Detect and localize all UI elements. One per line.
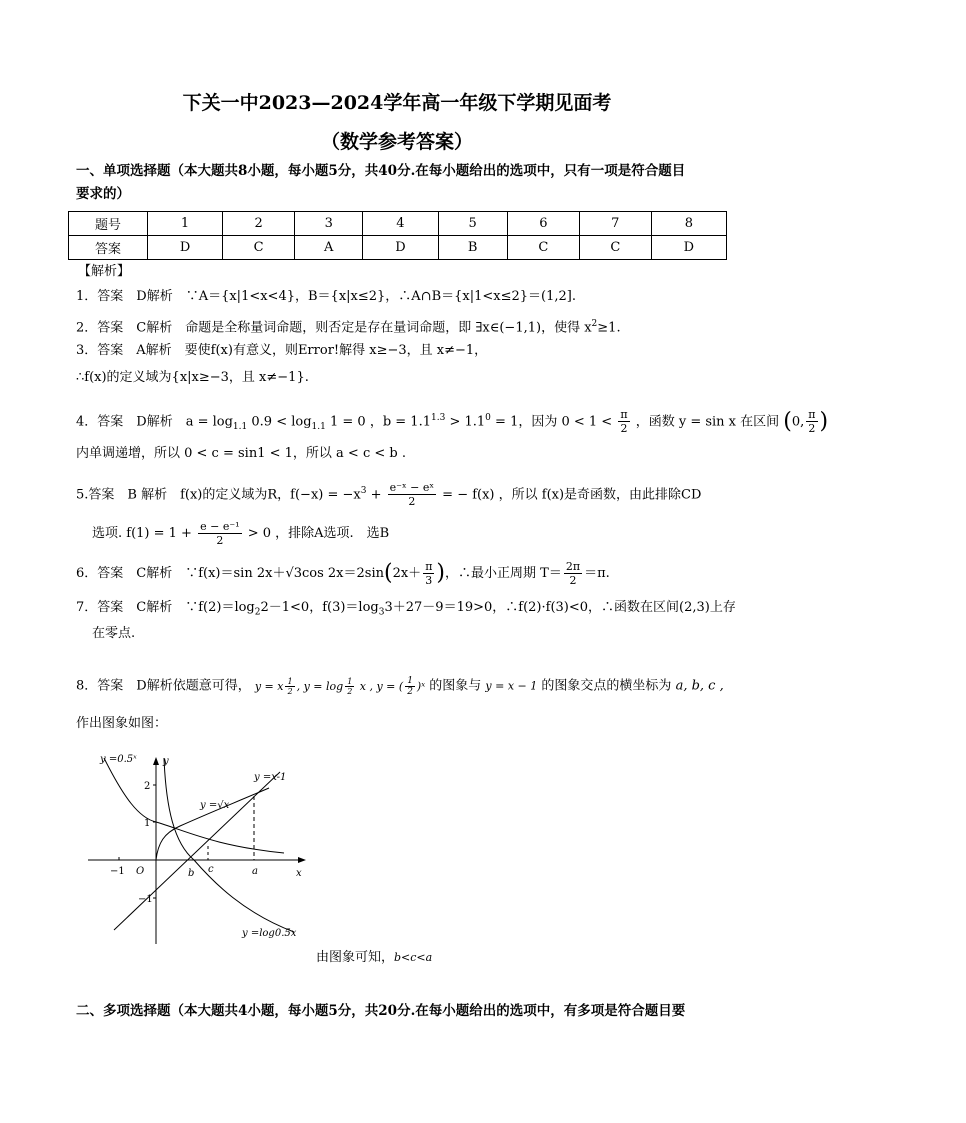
frac-num: 1 bbox=[347, 677, 353, 686]
frac-den: 2 bbox=[808, 422, 816, 436]
frac-den: 2 bbox=[620, 422, 628, 436]
frac-num: π bbox=[808, 408, 816, 422]
frac-num: 2π bbox=[565, 560, 581, 573]
frac-den: 2 bbox=[347, 687, 353, 696]
q4-text-b: 0.9 < log bbox=[251, 414, 312, 430]
answer-cell: D bbox=[363, 236, 438, 260]
q4-fraction bbox=[618, 408, 629, 435]
q6-text-a: 6．答案 C解析 ∵f(x)＝sin 2x＋√3cos 2x＝2sin bbox=[76, 566, 384, 581]
row-label-number: 题号 bbox=[69, 212, 148, 236]
answer-cell: D bbox=[651, 236, 726, 260]
q4-exp-0: 0 bbox=[485, 413, 491, 423]
q8-fn-exp: x , y = ( bbox=[356, 679, 404, 693]
tick-label-m1x: −1 bbox=[110, 866, 125, 877]
frac-den: 2 bbox=[569, 574, 577, 587]
q7-text-a: 7．答案 C解析 ∵f(2)＝log bbox=[76, 600, 255, 615]
section1-heading-line2: 要求的） bbox=[76, 186, 130, 202]
y-axis-arrow bbox=[153, 757, 159, 765]
q8-solution-line2: 作出图象如图： bbox=[76, 716, 168, 731]
q5-text-c: = − f(x) ，所以 f(x)是奇函数，由此排除CD bbox=[442, 487, 702, 503]
paren-open: ( bbox=[783, 408, 792, 434]
frac-num: e⁻ˣ − eˣ bbox=[389, 481, 435, 495]
frac-num: e − e⁻¹ bbox=[200, 520, 240, 533]
q2-text: 2．答案 C解析 命题是全称量词命题，则否定是存在量词命题，即 ∃x∈(−1,1)，使得 x bbox=[76, 320, 592, 336]
label-c: c bbox=[208, 864, 214, 875]
answer-cell: D bbox=[148, 236, 223, 260]
frac-den: 2 bbox=[216, 534, 224, 547]
frac-num: 1 bbox=[407, 676, 413, 686]
number-cell: 8 bbox=[651, 212, 726, 236]
page-subtitle: （数学参考答案） bbox=[320, 131, 473, 153]
function-graph bbox=[84, 748, 314, 946]
q1-solution: 1．答案 D解析 ∵A＝{x|1<x<4}，B＝{x|x≤2}，∴A∩B＝{x|1<x≤2}＝(1,2]. bbox=[76, 289, 576, 304]
q5-text-e: > 0 ，排除A选项. 选B bbox=[247, 526, 390, 541]
label-log: y =log0.5x bbox=[242, 928, 297, 939]
row-label-answer: 答案 bbox=[69, 236, 148, 260]
label-sqrt: y =√x bbox=[200, 800, 230, 811]
q5-text-b: + bbox=[370, 487, 382, 503]
q8-conclusion bbox=[316, 948, 966, 968]
q6-text-c: ＝π. bbox=[584, 566, 610, 581]
frac-num: π bbox=[620, 408, 628, 422]
line-x-minus-1 bbox=[114, 772, 280, 930]
q2-solution bbox=[76, 314, 726, 338]
paren-open: ( bbox=[383, 560, 393, 586]
q8-conclusion-text: 由图象可知， bbox=[316, 950, 395, 965]
q6-fraction bbox=[423, 560, 434, 587]
q4-interval-start: 0, bbox=[791, 414, 805, 430]
q5-fraction bbox=[388, 481, 436, 508]
q4-solution-line2: 内单调递增，所以 0 < c = sin1 < 1，所以 a < c < b . bbox=[76, 446, 406, 461]
q8-text-b: 的图象与 bbox=[429, 678, 482, 694]
q8-fn-log: , y = log bbox=[296, 679, 344, 693]
number-cell: 2 bbox=[223, 212, 295, 236]
q2-exponent: 2 bbox=[591, 319, 598, 329]
paren-close: ) bbox=[436, 560, 446, 586]
q8-abc: a, b, c , bbox=[675, 678, 724, 694]
frac-num: 1 bbox=[287, 677, 293, 686]
q6-arg: 2x＋ bbox=[392, 566, 422, 581]
tick-label-2: 2 bbox=[144, 781, 151, 792]
label-exp: y =0.5ˣ bbox=[100, 754, 137, 765]
q8-text-c: 的图象交点的横坐标为 bbox=[541, 678, 672, 694]
label-y: y bbox=[163, 756, 169, 767]
q4-text-f: ，函数 y = sin x 在区间 bbox=[635, 414, 780, 430]
q8-fn-exp-end: )ˣ bbox=[416, 679, 426, 693]
q8-line: y = x − 1 bbox=[485, 679, 538, 693]
number-cell: 3 bbox=[295, 212, 363, 236]
label-O: O bbox=[136, 866, 145, 877]
q5-text-a: 5.答案 B 解析 f(x)的定义域为R，f(−x) = −x bbox=[76, 487, 361, 503]
label-a: a bbox=[252, 866, 258, 877]
answer-cell: A bbox=[295, 236, 363, 260]
q6-text-b: ，∴最小正周期 T＝ bbox=[445, 566, 562, 581]
frac-den: 3 bbox=[425, 574, 433, 587]
curve-log bbox=[164, 758, 294, 932]
q4-text-e: = 1，因为 0 < 1 < bbox=[495, 414, 613, 430]
q8-text-a: 8．答案 D解析依题意可得， bbox=[76, 678, 251, 694]
answer-cell: C bbox=[579, 236, 651, 260]
label-b: b bbox=[188, 868, 195, 879]
q5-solution-line1 bbox=[76, 481, 726, 508]
tick-label-m1y: −1 bbox=[138, 894, 153, 905]
q8-sqrt-exp bbox=[285, 677, 294, 696]
paren-close: ) bbox=[819, 408, 829, 434]
answer-table bbox=[68, 211, 727, 260]
frac-den: 2 bbox=[287, 687, 293, 696]
answer-table-number-row bbox=[69, 212, 727, 236]
section1-heading-line1: 一、单项选择题（本大题共8小题，每小题5分，共40分.在每小题给出的选项中，只有一项是符合题目 bbox=[76, 163, 686, 179]
q4-text-a: 4．答案 D解析 a = log bbox=[76, 414, 233, 430]
q8-log-base bbox=[345, 677, 354, 696]
frac-den: 2 bbox=[408, 495, 416, 509]
number-cell: 1 bbox=[148, 212, 223, 236]
page-title: 下关一中2023—2024学年高一年级下学期见面考 bbox=[182, 92, 612, 114]
frac-den: 2 bbox=[407, 687, 413, 697]
q4-interval-fraction bbox=[806, 408, 817, 435]
q8-exp-base bbox=[405, 676, 415, 697]
tick-label-1: 1 bbox=[144, 818, 151, 829]
q7-text-b: 2－1<0，f(3)＝log bbox=[260, 600, 379, 615]
q5-cube: 3 bbox=[360, 486, 367, 496]
number-cell: 4 bbox=[363, 212, 438, 236]
answer-cell: C bbox=[507, 236, 579, 260]
number-cell: 7 bbox=[579, 212, 651, 236]
q3-solution-line1: 3．答案 A解析 要使f(x)有意义，则Error!解得 x≥−3，且 x≠−1， bbox=[76, 343, 488, 358]
q6-period-fraction bbox=[564, 560, 582, 587]
answer-table-answer-row bbox=[69, 236, 727, 260]
section2-heading: 二、多项选择题（本大题共4小题，每小题5分，共20分.在每小题给出的选项中，有多项是符合题目要 bbox=[76, 1003, 686, 1019]
q8-fn-sqrt: y = x bbox=[254, 679, 284, 693]
q7-text-c: 3＋27－9＝19>0，∴f(2)·f(3)<0，∴函数在区间(2,3)上存 bbox=[384, 600, 736, 615]
q5-solution-line2 bbox=[92, 520, 742, 547]
answer-cell: C bbox=[223, 236, 295, 260]
q4-text-c: 1 = 0 ，b = 1.1 bbox=[330, 414, 431, 430]
q4-log-base-2: 1.1 bbox=[311, 421, 326, 432]
q4-log-base: 1.1 bbox=[232, 421, 248, 432]
analysis-label: 【解析】 bbox=[78, 264, 131, 279]
q8-functions bbox=[254, 676, 426, 697]
x-axis-arrow bbox=[298, 857, 306, 863]
answer-cell: B bbox=[438, 236, 507, 260]
q7-log-base-2: 2 bbox=[254, 607, 261, 618]
q8-solution-line1 bbox=[76, 676, 726, 697]
q8-conclusion-math: b<c<a bbox=[394, 951, 433, 964]
q7-solution-line2: 在零点. bbox=[92, 626, 136, 641]
number-cell: 6 bbox=[507, 212, 579, 236]
q7-solution-line1 bbox=[76, 598, 736, 623]
number-cell: 5 bbox=[438, 212, 507, 236]
q4-exp-13: 1.3 bbox=[431, 413, 446, 423]
q3-solution-line2: ∴f(x)的定义域为{x|x≥−3，且 x≠−1}. bbox=[76, 370, 309, 385]
label-x: x bbox=[296, 868, 302, 879]
label-line: y =x-1 bbox=[254, 772, 287, 783]
section1-heading bbox=[76, 160, 726, 206]
q7-log-base-3: 3 bbox=[378, 607, 385, 618]
q6-solution bbox=[76, 560, 726, 587]
frac-num: π bbox=[425, 560, 433, 573]
q2-text-end: ≥1. bbox=[597, 320, 621, 336]
q5-text-d: 选项. f(1) = 1 + bbox=[92, 526, 192, 541]
q4-solution-line1 bbox=[76, 408, 829, 437]
q5-fraction-2 bbox=[198, 520, 241, 547]
q4-text-d: > 1.1 bbox=[449, 414, 486, 430]
